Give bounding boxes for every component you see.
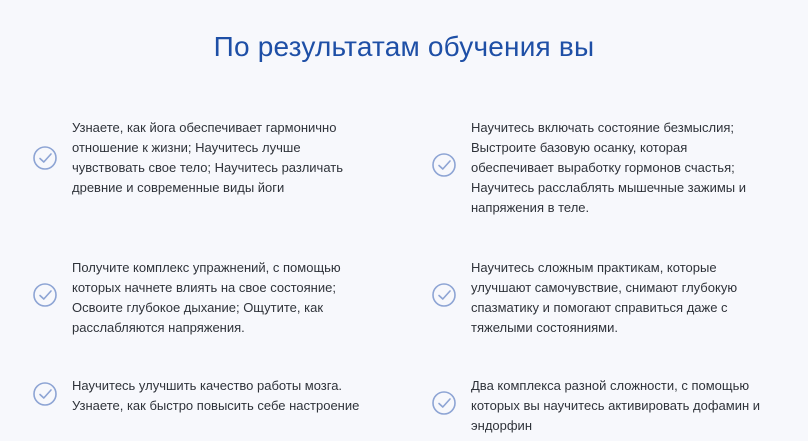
benefit-text: Научитесь включать состояние безмыслия; Выстроите базовую осанку, которая обеспечивает выработку гормонов счастья; Научитесь расслаблять мышечные зажимы и напряжения в теле. bbox=[471, 120, 746, 215]
check-circle-icon bbox=[32, 145, 58, 171]
benefit-text: Научитесь сложным практикам, которые улучшают самочувствие, снимают глубокую спазматику и помогают справиться даже с тяжелыми состояниями. bbox=[471, 260, 738, 335]
check-circle-icon bbox=[431, 390, 457, 416]
check-circle-icon bbox=[431, 152, 457, 178]
benefit-text: Получите комплекс упражнений, с помощью которых начнете влиять на свое состояние; Освоите глубокое дыхание; Ощутите, как расслабляются напряжения. bbox=[72, 260, 341, 335]
benefit-text: Два комплекса разной сложности, с помощью которых вы научитесь активировать дофамин и эндорфин bbox=[471, 378, 761, 433]
check-circle-icon bbox=[431, 282, 457, 308]
benefit-text: Научитесь улучшить качество работы мозга. Узнаете, как быстро повысить себе настроение bbox=[72, 378, 360, 413]
check-circle-icon bbox=[32, 282, 58, 308]
page-title: По результатам обучения вы bbox=[213, 30, 595, 62]
check-circle-icon bbox=[32, 381, 58, 407]
benefit-text: Узнаете, как йога обеспечивает гармонично отношение к жизни; Научитесь лучше чувствовать свое тело; Научитесь различать древние и современные виды йоги bbox=[72, 120, 343, 195]
